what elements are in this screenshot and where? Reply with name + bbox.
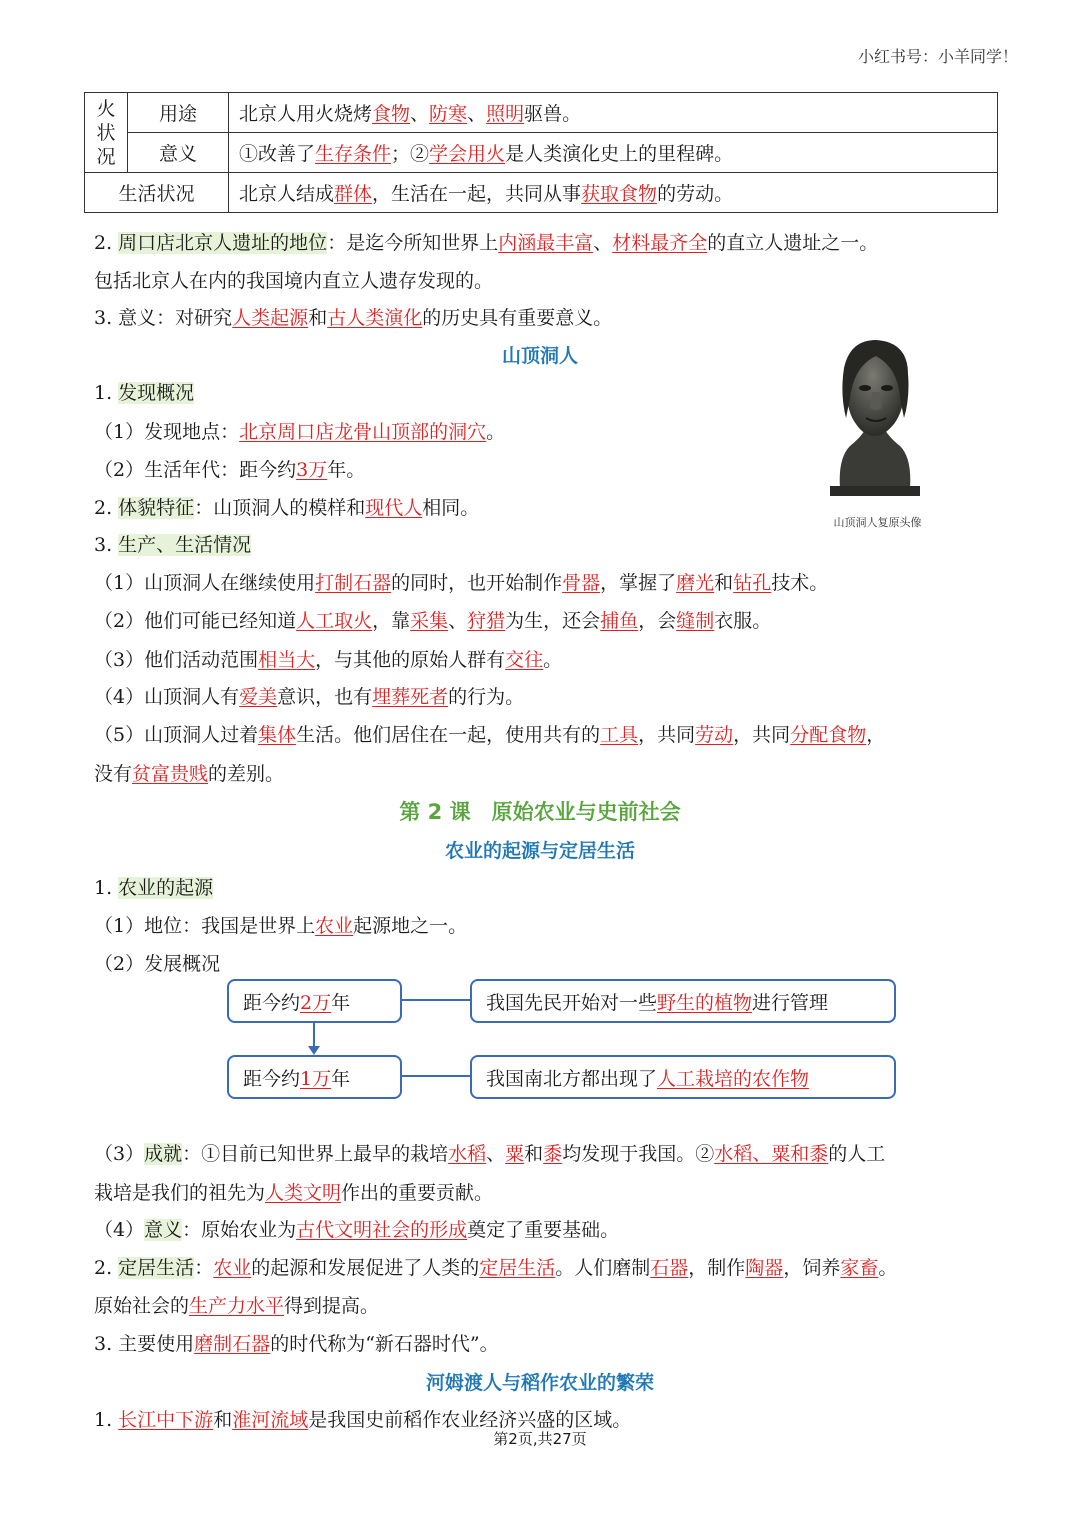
answer-keyword: 缝制 — [676, 610, 715, 632]
header-account: 小红书号：小羊同学！ — [857, 47, 1018, 66]
row-content-use — [229, 93, 998, 133]
text-span: 是人类演化史上的里程碑。 — [505, 143, 734, 165]
text-span: 原始社会的 — [94, 1295, 190, 1317]
answer-keyword: 交往 — [505, 649, 544, 671]
text-span: 的时代称为“新石器时代”。 — [270, 1333, 499, 1355]
text-line — [94, 1215, 994, 1242]
text-span: （3）他们活动范围 — [94, 649, 259, 671]
answer-keyword: 集体 — [258, 724, 297, 746]
text-span: 和 — [714, 572, 734, 594]
text-span: 为生，还会 — [505, 610, 601, 632]
answer-keyword: 长江中下游 — [118, 1409, 214, 1431]
text-span: 、 — [448, 610, 468, 632]
highlighted-term: 意义 — [144, 1219, 183, 1241]
text-span: 生活。他们居住在一起，使用共有的 — [296, 724, 601, 746]
text-line — [94, 1291, 994, 1318]
text-span: 和 — [524, 1143, 544, 1165]
answer-keyword: 材料最齐全 — [612, 232, 708, 254]
text-line — [94, 645, 994, 672]
text-line — [94, 720, 994, 747]
page-footer: 第2页,共27页 — [493, 1430, 587, 1448]
answer-keyword: 人工栽培的农作物 — [657, 1067, 810, 1090]
flow-box-cultivated-crops — [470, 1055, 896, 1099]
text-span: 驱兽。 — [524, 103, 582, 125]
text-span: 。人们磨制 — [555, 1257, 651, 1279]
answer-keyword: 北京周口店龙骨山顶部的洞穴 — [239, 421, 487, 443]
text-line — [94, 606, 994, 633]
text-span: （4） — [94, 1219, 145, 1241]
heading-hemudu: 河姆渡人与稻作农业的繁荣 — [425, 1372, 654, 1394]
text-span: 作出的重要贡献。 — [341, 1182, 494, 1204]
shandingdong-bust-image — [820, 338, 930, 498]
text-span: 、 — [410, 103, 430, 125]
row-content-meaning — [229, 133, 998, 173]
text-span: 我国南北方都出现了 — [486, 1067, 658, 1090]
text-span: ，制作 — [688, 1257, 746, 1279]
text-span: 均发现于我国。② — [562, 1143, 715, 1165]
figure-caption: 山顶洞人复原头像 — [833, 516, 922, 529]
answer-keyword: 生存条件 — [315, 143, 392, 165]
text-span: ：山顶洞人的模样和 — [194, 497, 366, 519]
text-span: ①改善了 — [239, 143, 316, 165]
answer-keyword: 人类文明 — [265, 1182, 342, 1204]
text-span: 的行为。 — [448, 686, 525, 708]
text-span: 距今约 — [243, 1067, 301, 1090]
text-line — [94, 873, 994, 900]
answer-keyword: 劳动 — [695, 724, 734, 746]
answer-keyword: 农业 — [213, 1257, 252, 1279]
text-line — [94, 568, 994, 595]
text-line — [94, 1329, 994, 1356]
text-span: 技术。 — [771, 572, 829, 594]
text-span: （3） — [94, 1143, 145, 1165]
highlighted-term: 成就 — [144, 1143, 183, 1165]
text-line — [94, 266, 994, 293]
answer-keyword: 农业 — [315, 915, 354, 937]
answer-keyword: 现代人 — [365, 497, 423, 519]
text-span: （1）地位：我国是世界上 — [94, 915, 316, 937]
text-span: ：原始农业为 — [182, 1219, 297, 1241]
answer-keyword: 狩猎 — [467, 610, 506, 632]
highlighted-term: 体貌特征 — [118, 497, 195, 519]
text-span: 是我国史前稻作农业经济兴盛的区域。 — [308, 1409, 632, 1431]
text-span: 栽培是我们的祖先为 — [94, 1182, 266, 1204]
answer-keyword: 采集 — [410, 610, 449, 632]
text-span: ，共同 — [638, 724, 696, 746]
text-span: 包括北京人在内的我国境内直立人遗存发现的。 — [94, 270, 494, 292]
text-span: 和 — [213, 1409, 233, 1431]
answer-keyword: 照明 — [486, 103, 525, 125]
answer-keyword: 粟 — [505, 1143, 525, 1165]
text-span: 1. — [94, 877, 119, 899]
answer-keyword: 石器 — [650, 1257, 689, 1279]
highlighted-term: 发现概况 — [118, 382, 195, 404]
answer-keyword: 水稻 — [448, 1143, 487, 1165]
text-span: ，饲养 — [783, 1257, 841, 1279]
answer-keyword: 内涵最丰富 — [498, 232, 594, 254]
text-span: （5）山顶洞人过着 — [94, 724, 259, 746]
arrow-down-icon — [308, 1046, 320, 1055]
heading-shandingdong: 山顶洞人 — [501, 345, 578, 367]
text-span: ，掌握了 — [600, 572, 677, 594]
text-span: 。 — [878, 1257, 898, 1279]
answer-keyword: 野生的植物 — [657, 991, 753, 1014]
text-span: 的劳动。 — [657, 183, 734, 205]
text-span: ，与其他的原始人群有 — [315, 649, 506, 671]
answer-keyword: 定居生活 — [479, 1257, 556, 1279]
answer-keyword: 古人类演化 — [327, 307, 423, 329]
answer-keyword: 淮河流域 — [232, 1409, 309, 1431]
answer-keyword: 群体 — [334, 183, 373, 205]
text-span: 和 — [308, 307, 328, 329]
answer-keyword: 生产力水平 — [189, 1295, 285, 1317]
text-span: ，生活在一起，共同从事 — [372, 183, 582, 205]
answer-keyword: 分配食物 — [790, 724, 867, 746]
text-line — [94, 1253, 994, 1280]
flow-box-1wan — [227, 1055, 402, 1099]
answer-keyword: 古代文明社会的形成 — [296, 1219, 468, 1241]
answer-keyword: 骨器 — [562, 572, 601, 594]
text-span: 北京人结成 — [239, 183, 335, 205]
text-span: 年 — [331, 1067, 351, 1090]
text-span: ： — [194, 1257, 214, 1279]
answer-keyword: 黍 — [543, 1143, 563, 1165]
answer-keyword: 捕鱼 — [600, 610, 639, 632]
answer-keyword: 磨光 — [676, 572, 715, 594]
text-span: 1. — [94, 382, 119, 404]
text-span: 的人工 — [828, 1143, 886, 1165]
answer-keyword: 钻孔 — [733, 572, 772, 594]
answer-keyword: 家畜 — [840, 1257, 879, 1279]
text-span: ；② — [391, 143, 430, 165]
highlighted-term: 定居生活 — [118, 1257, 195, 1279]
text-span: 3. 意义：对研究 — [94, 307, 233, 329]
text-span: ：①目前已知世界上最早的栽培 — [182, 1143, 449, 1165]
text-span: 3. 主要使用 — [94, 1333, 195, 1355]
row-label-use: 用途 — [128, 93, 229, 133]
text-line — [94, 1139, 994, 1166]
answer-keyword: 食物 — [372, 103, 411, 125]
text-span: 年 — [331, 991, 351, 1014]
answer-keyword: 埋葬死者 — [372, 686, 449, 708]
answer-keyword: 打制石器 — [315, 572, 392, 594]
text-span: 3. — [94, 534, 119, 556]
text-span: 的直立人遗址之一。 — [707, 232, 879, 254]
answer-keyword: 2万 — [300, 991, 332, 1014]
heading-lesson2: 第 2 课 原始农业与史前社会 — [399, 800, 681, 824]
highlighted-term: 周口店北京人遗址的地位 — [118, 232, 328, 254]
text-span: 奠定了重要基础。 — [467, 1219, 620, 1241]
text-span: （4）山顶洞人有 — [94, 686, 240, 708]
text-span: 。 — [486, 421, 506, 443]
text-span: （2）他们可能已经知道 — [94, 610, 297, 632]
text-span: ：是迄今所知世界上 — [327, 232, 499, 254]
text-span: 我国先民开始对一些 — [486, 991, 658, 1014]
text-span: （2）生活年代：距今约 — [94, 459, 297, 481]
text-span: 距今约 — [243, 991, 301, 1014]
answer-keyword: 学会用火 — [429, 143, 506, 165]
text-span: ， — [866, 724, 886, 746]
text-span: 、 — [593, 232, 613, 254]
text-span: ，共同 — [733, 724, 791, 746]
text-span: 。 — [543, 649, 563, 671]
answer-keyword: 人类起源 — [232, 307, 309, 329]
heading-origin: 农业的起源与定居生活 — [444, 840, 635, 862]
text-span: 北京人用火烧烤 — [239, 103, 373, 125]
text-span: 的历史具有重要意义。 — [422, 307, 613, 329]
flow-box-2wan — [227, 979, 402, 1023]
text-span: ，靠 — [372, 610, 411, 632]
text-span: 的差别。 — [208, 763, 285, 785]
text-span: 、 — [467, 103, 487, 125]
text-span: 2. — [94, 232, 119, 254]
answer-keyword: 人工取火 — [296, 610, 373, 632]
text-line — [94, 530, 994, 557]
answer-keyword: 相当大 — [258, 649, 316, 671]
text-span: 意识，也有 — [277, 686, 373, 708]
text-line — [94, 911, 994, 938]
text-span: 得到提高。 — [284, 1295, 380, 1317]
answer-keyword: 1万 — [300, 1067, 332, 1090]
text-span: 起源地之一。 — [353, 915, 468, 937]
text-line — [94, 228, 994, 255]
fire-table — [84, 92, 998, 213]
flow-box-wild-plants — [470, 979, 896, 1023]
text-span: （1）发现地点： — [94, 421, 240, 443]
text-span: 年。 — [327, 459, 366, 481]
answer-keyword: 水稻、粟和黍 — [714, 1143, 829, 1165]
text-span: 2. — [94, 1257, 119, 1279]
answer-keyword: 工具 — [600, 724, 639, 746]
text-span: （2）发展概况 — [94, 953, 221, 975]
row-label-meaning: 意义 — [128, 133, 229, 173]
answer-keyword: 贫富贵贱 — [132, 763, 209, 785]
text-line — [94, 759, 994, 786]
answer-keyword: 陶器 — [745, 1257, 784, 1279]
text-span: 1. — [94, 1409, 119, 1431]
text-line — [94, 682, 994, 709]
answer-keyword: 磨制石器 — [194, 1333, 271, 1355]
answer-keyword: 防寒 — [429, 103, 468, 125]
highlighted-term: 生产、生活情况 — [118, 534, 252, 556]
text-span: 2. — [94, 497, 119, 519]
text-span: 的起源和发展促进了人类的 — [251, 1257, 480, 1279]
text-span: 衣服。 — [714, 610, 772, 632]
text-span: 、 — [486, 1143, 506, 1165]
text-span: 相同。 — [422, 497, 480, 519]
text-line — [94, 949, 994, 976]
row-label-life: 生活状况 — [85, 173, 229, 213]
text-line — [94, 1178, 994, 1205]
text-span: 进行管理 — [752, 991, 829, 1014]
text-line — [94, 303, 994, 330]
answer-keyword: 获取食物 — [581, 183, 658, 205]
text-span: 没有 — [94, 763, 133, 785]
text-span: （1）山顶洞人在继续使用 — [94, 572, 316, 594]
fire-label: 火状况 — [85, 93, 128, 173]
text-span: ，会 — [638, 610, 677, 632]
answer-keyword: 爱美 — [239, 686, 278, 708]
row-content-life — [229, 173, 998, 213]
text-span: 的同时，也开始制作 — [391, 572, 563, 594]
answer-keyword: 3万 — [296, 459, 328, 481]
highlighted-term: 农业的起源 — [118, 877, 214, 899]
